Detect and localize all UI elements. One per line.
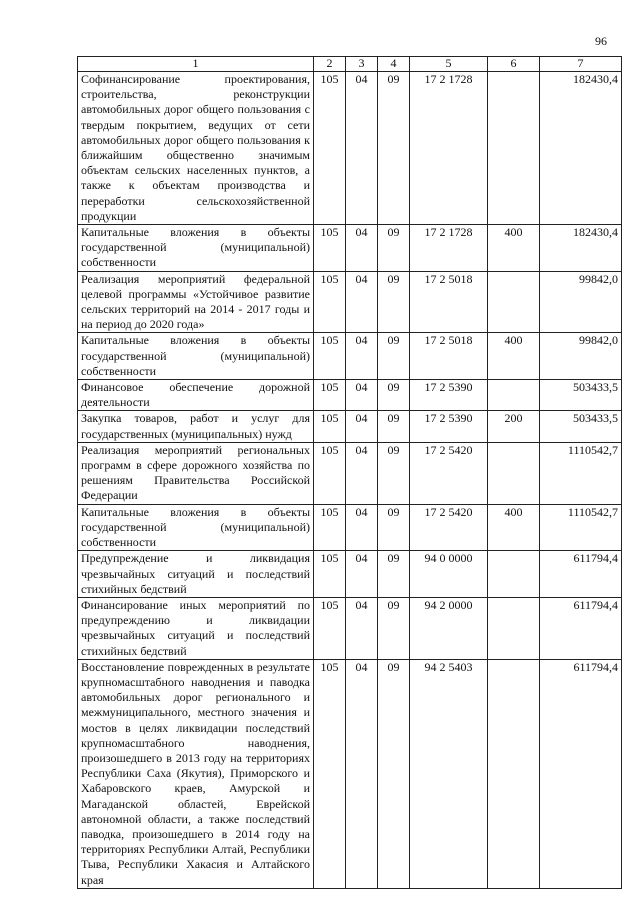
item-name: Финансовое обеспечение дорожной деятельности (78, 380, 314, 411)
item-name: Капитальные вложения в объекты государственной (муниципальной) собственности (78, 504, 314, 551)
table-row (78, 333, 622, 380)
gr-code: 105 (314, 551, 346, 598)
column-header: 3 (346, 57, 378, 72)
csr-code: 17 2 1728 (410, 72, 488, 225)
vr-code (488, 72, 540, 225)
column-header: 5 (410, 57, 488, 72)
amount: 1110542,7 (540, 442, 622, 504)
item-name: Капитальные вложения в объекты государственной (муниципальной) собственности (78, 225, 314, 272)
amount: 611794,4 (540, 597, 622, 659)
rz-code: 04 (346, 333, 378, 380)
table-row (78, 411, 622, 442)
amount: 182430,4 (540, 72, 622, 225)
item-name: Предупреждение и ликвидация чрезвычайных ситуаций и последствий стихийных бедствий (78, 551, 314, 598)
gr-code: 105 (314, 411, 346, 442)
vr-code (488, 380, 540, 411)
page-number: 96 (595, 34, 607, 48)
gr-code: 105 (314, 225, 346, 272)
pr-code: 09 (378, 551, 410, 598)
table-row (78, 442, 622, 504)
pr-code: 09 (378, 72, 410, 225)
pr-code: 09 (378, 597, 410, 659)
vr-code (488, 659, 540, 888)
gr-code: 105 (314, 504, 346, 551)
csr-code: 17 2 5018 (410, 271, 488, 333)
vr-code (488, 551, 540, 598)
pr-code: 09 (378, 333, 410, 380)
amount: 99842,0 (540, 333, 622, 380)
table-row (78, 551, 622, 598)
gr-code: 105 (314, 659, 346, 888)
table-row (78, 504, 622, 551)
rz-code: 04 (346, 504, 378, 551)
table-row (78, 271, 622, 333)
vr-code: 400 (488, 504, 540, 551)
table-row (78, 225, 622, 272)
vr-code (488, 597, 540, 659)
amount: 611794,4 (540, 659, 622, 888)
gr-code: 105 (314, 442, 346, 504)
item-name: Восстановление поврежденных в результате крупномасштабного наводнения и паводка автомобильных дорог регионального и межмуниципального, местного значения и мостов в целях ликвидации последствий крупномасштабного наводнения, произошедшего в 2013 году на территориях Республики Саха (Якутия), Приморского и Хабаровского краев, Амурской и Магаданской областей, Еврейской автономной области, а также последствий паводка, произошедшего в 2014 году на территориях Республики Алтай, Республики Тыва, Республики Хакасия и Алтайского края (78, 659, 314, 888)
column-header: 2 (314, 57, 346, 72)
rz-code: 04 (346, 411, 378, 442)
pr-code: 09 (378, 225, 410, 272)
budget-table (77, 56, 622, 889)
csr-code: 17 2 5390 (410, 411, 488, 442)
column-header: 7 (540, 57, 622, 72)
table-row (78, 380, 622, 411)
column-header: 6 (488, 57, 540, 72)
vr-code (488, 271, 540, 333)
item-name: Закупка товаров, работ и услуг для государственных (муниципальных) нужд (78, 411, 314, 442)
rz-code: 04 (346, 271, 378, 333)
rz-code: 04 (346, 380, 378, 411)
csr-code: 94 0 0000 (410, 551, 488, 598)
pr-code: 09 (378, 411, 410, 442)
column-header: 4 (378, 57, 410, 72)
pr-code: 09 (378, 504, 410, 551)
gr-code: 105 (314, 333, 346, 380)
gr-code: 105 (314, 72, 346, 225)
rz-code: 04 (346, 597, 378, 659)
csr-code: 94 2 0000 (410, 597, 488, 659)
header-row (78, 57, 622, 72)
pr-code: 09 (378, 380, 410, 411)
rz-code: 04 (346, 225, 378, 272)
item-name: Реализация мероприятий региональных программ в сфере дорожного хозяйства по решениям Правительства Российской Федерации (78, 442, 314, 504)
amount: 99842,0 (540, 271, 622, 333)
table-row (78, 72, 622, 225)
csr-code: 17 2 5420 (410, 442, 488, 504)
rz-code: 04 (346, 551, 378, 598)
amount: 182430,4 (540, 225, 622, 272)
item-name: Капитальные вложения в объекты государственной (муниципальной) собственности (78, 333, 314, 380)
pr-code: 09 (378, 659, 410, 888)
amount: 503433,5 (540, 380, 622, 411)
amount: 1110542,7 (540, 504, 622, 551)
pr-code: 09 (378, 271, 410, 333)
item-name: Софинансирование проектирования, строительства, реконструкции автомобильных дорог общего пользования с твердым покрытием, ведущих от сети автомобильных дорог общего пользования к ближайшим общественно значимым объектам сельских населенных пунктов, а также к объектам производства и переработки сельскохозяйственной продукции (78, 72, 314, 225)
vr-code: 200 (488, 411, 540, 442)
vr-code: 400 (488, 333, 540, 380)
csr-code: 17 2 5420 (410, 504, 488, 551)
vr-code (488, 442, 540, 504)
amount: 611794,4 (540, 551, 622, 598)
pr-code: 09 (378, 442, 410, 504)
rz-code: 04 (346, 659, 378, 888)
csr-code: 94 2 5403 (410, 659, 488, 888)
table-row (78, 659, 622, 888)
item-name: Реализация мероприятий федеральной целевой программы «Устойчивое развитие сельских территорий на 2014 - 2017 годы и на период до 2020 года» (78, 271, 314, 333)
rz-code: 04 (346, 72, 378, 225)
table-row (78, 597, 622, 659)
vr-code: 400 (488, 225, 540, 272)
column-header: 1 (78, 57, 314, 72)
gr-code: 105 (314, 597, 346, 659)
csr-code: 17 2 5018 (410, 333, 488, 380)
gr-code: 105 (314, 380, 346, 411)
gr-code: 105 (314, 271, 346, 333)
csr-code: 17 2 1728 (410, 225, 488, 272)
item-name: Финансирование иных мероприятий по предупреждению и ликвидации чрезвычайных ситуаций и последствий стихийных бедствий (78, 597, 314, 659)
rz-code: 04 (346, 442, 378, 504)
amount: 503433,5 (540, 411, 622, 442)
csr-code: 17 2 5390 (410, 380, 488, 411)
